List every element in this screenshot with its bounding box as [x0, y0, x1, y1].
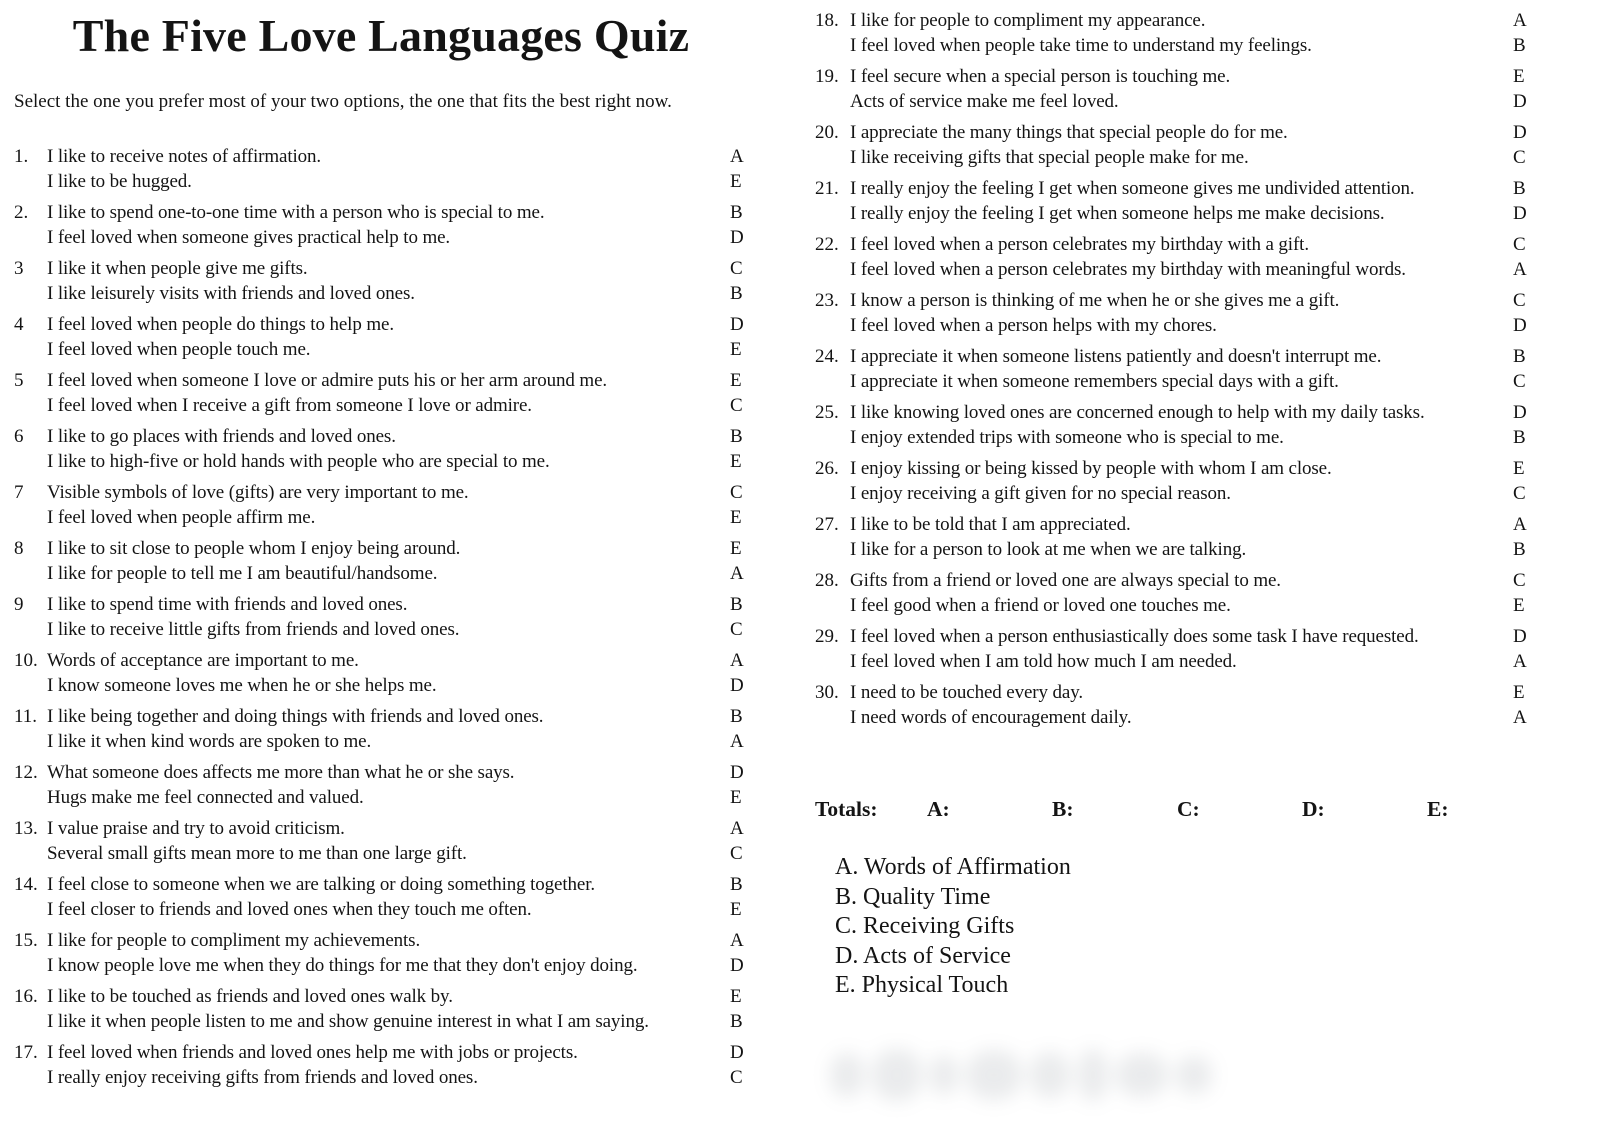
option-text: I like to go places with friends and loved ones. — [47, 425, 396, 447]
option-row — [47, 225, 748, 250]
option-letter: D — [730, 954, 744, 976]
question-item — [815, 624, 1531, 674]
option-row — [47, 872, 748, 897]
option-text: I feel good when a friend or loved one touches me. — [850, 595, 1231, 616]
question-options — [47, 928, 748, 978]
option-row — [850, 705, 1531, 730]
option-text: I like to be hugged. — [47, 170, 192, 192]
question-item — [14, 480, 748, 530]
question-options — [850, 344, 1531, 394]
option-letter: A — [730, 649, 744, 671]
legend-item: D. Acts of Service — [835, 942, 1011, 969]
option-letter: B — [1513, 35, 1526, 56]
question-number: 30. — [815, 682, 839, 703]
option-row — [850, 8, 1531, 33]
question-list-left — [14, 144, 748, 1090]
option-text: I feel loved when people take time to understand my feelings. — [850, 35, 1312, 56]
question-item — [14, 256, 748, 306]
page-title: The Five Love Languages Quiz — [72, 10, 690, 61]
option-letter: B — [730, 593, 743, 615]
option-letter: B — [1513, 427, 1526, 448]
option-row — [47, 592, 748, 617]
option-row — [47, 953, 748, 978]
option-row — [850, 680, 1531, 705]
question-number: 14. — [14, 873, 38, 895]
option-text: What someone does affects me more than what he or she says. — [47, 761, 515, 783]
question-number: 3 — [14, 257, 24, 279]
option-text: I appreciate the many things that special people do for me. — [850, 122, 1288, 143]
option-text: Hugs make me feel connected and valued. — [47, 786, 364, 808]
option-row — [47, 816, 748, 841]
option-letter: C — [1513, 570, 1526, 591]
option-row — [850, 313, 1531, 338]
total-field-c: C: — [1177, 797, 1200, 821]
option-text: I feel closer to friends and loved ones when they touch me often. — [47, 898, 532, 920]
option-text: I feel loved when someone gives practical help to me. — [47, 226, 451, 248]
question-number: 17. — [14, 1041, 38, 1063]
option-text: I like for people to compliment my achievements. — [47, 929, 421, 951]
question-item — [815, 400, 1531, 450]
option-row — [47, 1009, 748, 1034]
question-item — [14, 144, 748, 194]
option-text: I like for a person to look at me when we are talking. — [850, 539, 1247, 560]
total-field-e: E: — [1427, 797, 1449, 821]
question-number: 7 — [14, 481, 24, 503]
option-row — [850, 481, 1531, 506]
question-number: 19. — [815, 66, 839, 87]
question-number: 4 — [14, 313, 24, 335]
option-text: I like to receive little gifts from friends and loved ones. — [47, 618, 460, 640]
option-text: I feel loved when a person enthusiastically does some task I have requested. — [850, 626, 1419, 647]
option-letter: E — [730, 506, 742, 528]
option-text: I like being together and doing things with friends and loved ones. — [47, 705, 544, 727]
question-number: 21. — [815, 178, 839, 199]
option-letter: B — [730, 201, 743, 223]
option-letter: A — [1513, 651, 1527, 672]
option-row — [47, 785, 748, 810]
option-letter: A — [730, 562, 744, 584]
option-text: I know people love me when they do things for me that they don't enjoy doing. — [47, 954, 638, 976]
option-text: I feel loved when I receive a gift from someone I love or admire. — [47, 394, 532, 416]
option-text: I appreciate it when someone remembers special days with a gift. — [850, 371, 1339, 392]
question-options — [47, 704, 748, 754]
option-letter: B — [730, 873, 743, 895]
option-letter: B — [730, 425, 743, 447]
option-row — [47, 1065, 748, 1090]
option-letter: C — [730, 394, 743, 416]
question-options — [47, 144, 748, 194]
question-item — [815, 344, 1531, 394]
option-row — [850, 288, 1531, 313]
option-row — [850, 120, 1531, 145]
question-number: 9 — [14, 593, 24, 615]
question-options — [850, 624, 1531, 674]
option-text: I really enjoy the feeling I get when someone helps me make decisions. — [850, 203, 1385, 224]
option-row — [850, 344, 1531, 369]
question-options — [47, 424, 748, 474]
option-letter: E — [730, 537, 742, 559]
option-row — [47, 144, 748, 169]
option-letter: E — [730, 898, 742, 920]
option-letter: D — [1513, 315, 1527, 336]
question-options — [850, 232, 1531, 282]
question-item — [815, 568, 1531, 618]
option-text: I feel loved when a person celebrates my birthday with meaningful words. — [850, 259, 1406, 280]
question-item — [14, 200, 748, 250]
totals-label: Totals: — [815, 797, 878, 821]
option-text: I enjoy receiving a gift given for no special reason. — [850, 483, 1231, 504]
option-row — [47, 729, 748, 754]
question-options — [47, 816, 748, 866]
question-options — [850, 64, 1531, 114]
option-letter: D — [730, 761, 744, 783]
question-options — [47, 368, 748, 418]
instructions-text: Select the one you prefer most of your two options, the one that fits the best right now. — [14, 90, 672, 112]
question-item — [815, 64, 1531, 114]
option-text: I like knowing loved ones are concerned enough to help with my daily tasks. — [850, 402, 1425, 423]
option-row — [47, 648, 748, 673]
option-letter: E — [730, 369, 742, 391]
question-item — [815, 8, 1531, 58]
question-item — [14, 760, 748, 810]
question-options — [47, 200, 748, 250]
question-item — [14, 424, 748, 474]
option-row — [850, 425, 1531, 450]
question-number: 20. — [815, 122, 839, 143]
option-row — [850, 64, 1531, 89]
option-row — [47, 704, 748, 729]
option-row — [47, 312, 748, 337]
question-number: 18. — [815, 10, 839, 31]
option-row — [850, 145, 1531, 170]
question-number: 8 — [14, 537, 24, 559]
option-text: I like receiving gifts that special people make for me. — [850, 147, 1249, 168]
question-item — [14, 704, 748, 754]
option-text: I feel loved when people touch me. — [47, 338, 311, 360]
question-list-right — [815, 8, 1531, 730]
option-row — [850, 568, 1531, 593]
option-text: I like to be touched as friends and loved ones walk by. — [47, 985, 453, 1007]
question-options — [850, 456, 1531, 506]
left-column — [14, 0, 748, 1096]
option-row — [47, 897, 748, 922]
option-row — [850, 176, 1531, 201]
question-number: 23. — [815, 290, 839, 311]
question-item — [14, 872, 748, 922]
question-item — [815, 512, 1531, 562]
question-item — [14, 928, 748, 978]
question-number: 28. — [815, 570, 839, 591]
option-row — [850, 537, 1531, 562]
option-row — [47, 256, 748, 281]
question-options — [47, 872, 748, 922]
question-item — [14, 312, 748, 362]
option-letter: D — [1513, 626, 1527, 647]
question-options — [850, 8, 1531, 58]
option-text: I enjoy kissing or being kissed by people with whom I am close. — [850, 458, 1332, 479]
question-options — [47, 592, 748, 642]
option-letter: B — [1513, 346, 1526, 367]
option-text: I appreciate it when someone listens patiently and doesn't interrupt me. — [850, 346, 1382, 367]
option-letter: D — [1513, 122, 1527, 143]
option-letter: C — [730, 481, 743, 503]
question-options — [850, 176, 1531, 226]
question-item — [14, 592, 748, 642]
question-item — [14, 816, 748, 866]
option-text: I like to high-five or hold hands with people who are special to me. — [47, 450, 550, 472]
option-text: I really enjoy receiving gifts from friends and loved ones. — [47, 1066, 478, 1088]
option-letter: D — [730, 674, 744, 696]
totals-row — [815, 796, 1531, 823]
question-options — [47, 760, 748, 810]
question-options — [47, 312, 748, 362]
option-letter: C — [1513, 371, 1526, 392]
option-letter: E — [1513, 682, 1525, 703]
option-text: I feel secure when a special person is touching me. — [850, 66, 1231, 87]
option-text: I like to be told that I am appreciated. — [850, 514, 1131, 535]
option-row — [47, 536, 748, 561]
option-letter: E — [1513, 458, 1525, 479]
question-options — [47, 256, 748, 306]
option-letter: E — [730, 450, 742, 472]
option-row — [47, 1040, 748, 1065]
right-column — [815, 0, 1531, 1001]
question-number: 11. — [14, 705, 38, 727]
question-item — [14, 536, 748, 586]
option-text: I like for people to tell me I am beautiful/handsome. — [47, 562, 438, 584]
question-number: 16. — [14, 985, 38, 1007]
option-letter: A — [1513, 707, 1527, 728]
option-letter: C — [1513, 290, 1526, 311]
question-item — [14, 984, 748, 1034]
question-options — [850, 120, 1531, 170]
option-row — [47, 368, 748, 393]
watermark-smudge — [830, 1040, 1270, 1110]
option-text: I like it when people give me gifts. — [47, 257, 308, 279]
question-number: 10. — [14, 649, 38, 671]
option-letter: C — [1513, 234, 1526, 255]
option-text: Visible symbols of love (gifts) are very important to me. — [47, 481, 469, 503]
option-text: I feel loved when a person helps with my chores. — [850, 315, 1217, 336]
question-item — [815, 176, 1531, 226]
question-number: 22. — [815, 234, 839, 255]
question-number: 13. — [14, 817, 38, 839]
question-options — [850, 400, 1531, 450]
option-letter: A — [730, 817, 744, 839]
option-row — [47, 393, 748, 418]
total-field-a: A: — [927, 797, 950, 821]
option-row — [850, 624, 1531, 649]
option-text: Words of acceptance are important to me. — [47, 649, 359, 671]
question-options — [850, 568, 1531, 618]
option-letter: D — [730, 226, 744, 248]
option-letter: A — [730, 730, 744, 752]
option-text: I like to receive notes of affirmation. — [47, 145, 322, 167]
option-row — [850, 232, 1531, 257]
option-row — [850, 201, 1531, 226]
question-number: 2. — [14, 201, 29, 223]
option-text: I know a person is thinking of me when he or she gives me a gift. — [850, 290, 1340, 311]
option-text: I know someone loves me when he or she helps me. — [47, 674, 437, 696]
option-text: I feel loved when I am told how much I am needed. — [850, 651, 1237, 672]
option-row — [850, 649, 1531, 674]
legend-item: B. Quality Time — [835, 883, 991, 910]
option-letter: A — [1513, 10, 1527, 31]
question-number: 26. — [815, 458, 839, 479]
question-item — [815, 456, 1531, 506]
option-row — [47, 984, 748, 1009]
total-field-b: B: — [1052, 797, 1074, 821]
option-letter: C — [730, 618, 743, 640]
option-text: I like it when people listen to me and show genuine interest in what I am saying. — [47, 1010, 649, 1032]
option-letter: E — [730, 170, 742, 192]
question-number: 29. — [815, 626, 839, 647]
question-item — [14, 1040, 748, 1090]
option-row — [47, 200, 748, 225]
option-letter: D — [730, 1041, 744, 1063]
question-options — [850, 512, 1531, 562]
option-letter: B — [1513, 539, 1526, 560]
question-number: 24. — [815, 346, 839, 367]
option-row — [850, 89, 1531, 114]
option-letter: C — [730, 257, 743, 279]
option-letter: A — [730, 145, 744, 167]
question-options — [47, 480, 748, 530]
question-item — [14, 368, 748, 418]
option-letter: B — [730, 705, 743, 727]
option-row — [47, 449, 748, 474]
option-row — [850, 369, 1531, 394]
option-text: I feel close to someone when we are talking or doing something together. — [47, 873, 596, 895]
option-letter: C — [1513, 147, 1526, 168]
question-number: 15. — [14, 929, 38, 951]
option-text: I value praise and try to avoid criticism. — [47, 817, 345, 839]
option-letter: D — [1513, 91, 1527, 112]
option-letter: C — [1513, 483, 1526, 504]
option-letter: D — [1513, 402, 1527, 423]
option-row — [850, 512, 1531, 537]
option-letter: E — [1513, 66, 1525, 87]
option-letter: E — [730, 985, 742, 1007]
option-letter: A — [1513, 514, 1527, 535]
option-text: I feel loved when a person celebrates my birthday with a gift. — [850, 234, 1309, 255]
question-item — [14, 648, 748, 698]
question-number: 12. — [14, 761, 38, 783]
question-options — [850, 680, 1531, 730]
option-letter: B — [730, 1010, 743, 1032]
question-item — [815, 232, 1531, 282]
option-letter: B — [1513, 178, 1526, 199]
option-row — [47, 505, 748, 530]
option-row — [47, 169, 748, 194]
total-field-d: D: — [1302, 797, 1325, 821]
option-text: I like leisurely visits with friends and loved ones. — [47, 282, 415, 304]
option-text: Several small gifts mean more to me than one large gift. — [47, 842, 467, 864]
option-row — [47, 281, 748, 306]
option-text: I feel loved when someone I love or admire puts his or her arm around me. — [47, 369, 608, 391]
question-options — [47, 536, 748, 586]
option-text: I need words of encouragement daily. — [850, 707, 1132, 728]
question-options — [47, 648, 748, 698]
option-letter: E — [1513, 595, 1525, 616]
option-text: I like to spend one-to-one time with a person who is special to me. — [47, 201, 545, 223]
legend-item: C. Receiving Gifts — [835, 913, 1015, 939]
option-text: I like for people to compliment my appearance. — [850, 10, 1206, 31]
question-number: 1. — [14, 145, 29, 167]
option-text: Gifts from a friend or loved one are always special to me. — [850, 570, 1281, 591]
option-letter: B — [730, 282, 743, 304]
question-number: 5 — [14, 369, 24, 391]
option-row — [47, 337, 748, 362]
option-text: I feel loved when people affirm me. — [47, 506, 316, 528]
question-options — [850, 288, 1531, 338]
option-row — [850, 33, 1531, 58]
option-letter: A — [1513, 259, 1527, 280]
option-letter: E — [730, 338, 742, 360]
option-text: I feel loved when people do things to help me. — [47, 313, 394, 335]
option-row — [47, 561, 748, 586]
option-text: I like it when kind words are spoken to me. — [47, 730, 372, 752]
legend-item: A. Words of Affirmation — [835, 854, 1071, 880]
option-row — [47, 424, 748, 449]
option-row — [47, 841, 748, 866]
option-row — [850, 257, 1531, 282]
question-item — [815, 288, 1531, 338]
option-text: Acts of service make me feel loved. — [850, 91, 1119, 112]
option-row — [47, 760, 748, 785]
question-item — [815, 680, 1531, 730]
option-text: I like to spend time with friends and loved ones. — [47, 593, 408, 615]
option-letter: C — [730, 1066, 743, 1088]
option-letter: A — [730, 929, 744, 951]
option-text: I enjoy extended trips with someone who is special to me. — [850, 427, 1284, 448]
legend-item: E. Physical Touch — [835, 972, 1009, 998]
option-row — [850, 593, 1531, 618]
option-row — [850, 456, 1531, 481]
question-options — [47, 1040, 748, 1090]
option-text: I like to sit close to people whom I enjoy being around. — [47, 537, 461, 559]
question-number: 6 — [14, 425, 24, 447]
option-text: I need to be touched every day. — [850, 682, 1083, 703]
option-row — [850, 400, 1531, 425]
option-text: I really enjoy the feeling I get when someone gives me undivided attention. — [850, 178, 1415, 199]
option-letter: C — [730, 842, 743, 864]
option-text: I feel loved when friends and loved ones help me with jobs or projects. — [47, 1041, 578, 1063]
question-options — [47, 984, 748, 1034]
question-number: 27. — [815, 514, 839, 535]
option-row — [47, 928, 748, 953]
question-item — [815, 120, 1531, 170]
option-letter: D — [730, 313, 744, 335]
legend-list — [815, 853, 1531, 1001]
option-row — [47, 673, 748, 698]
option-letter: D — [1513, 203, 1527, 224]
option-letter: E — [730, 786, 742, 808]
question-number: 25. — [815, 402, 839, 423]
option-row — [47, 617, 748, 642]
option-row — [47, 480, 748, 505]
